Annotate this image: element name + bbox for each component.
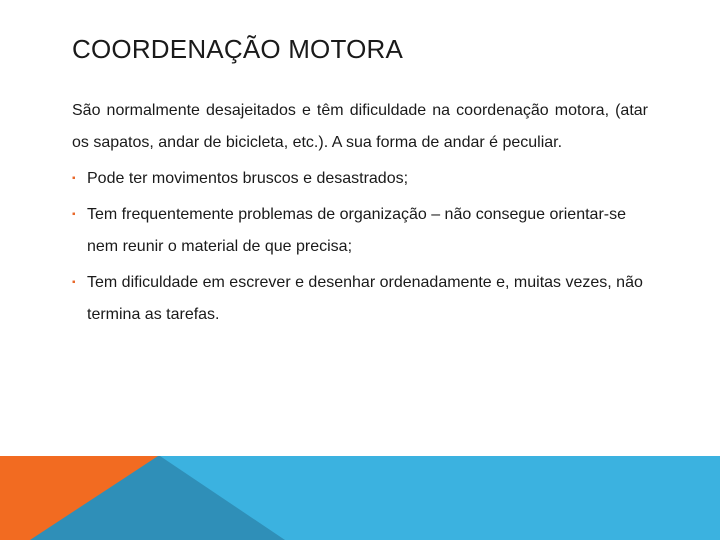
slide-title: COORDENAÇÃO MOTORA [72,34,404,64]
list-item [72,163,648,195]
bullet-text: Pode ter movimentos bruscos e desastrados; [87,170,409,187]
bullet-square-icon: ▪ [72,277,76,288]
intro-paragraph: São normalmente desajeitados e têm dificuldade na coordenação motora, (atar os sapatos, andar de bicicleta, etc.). A sua forma de andar é peculiar. [72,102,648,151]
bullet-square-icon: ▪ [72,209,76,220]
bullet-list [72,163,648,331]
footer-decoration [0,456,720,540]
bullet-square-icon: ▪ [72,173,76,184]
list-item [72,267,648,331]
slide-content [72,95,648,331]
bullet-text: Tem dificuldade em escrever e desenhar ordenadamente e, muitas vezes, não termina as tarefas. [87,274,643,323]
bullet-text: Tem frequentemente problemas de organização – não consegue orientar-se nem reunir o material de que precisa; [87,206,626,255]
list-item [72,199,648,263]
